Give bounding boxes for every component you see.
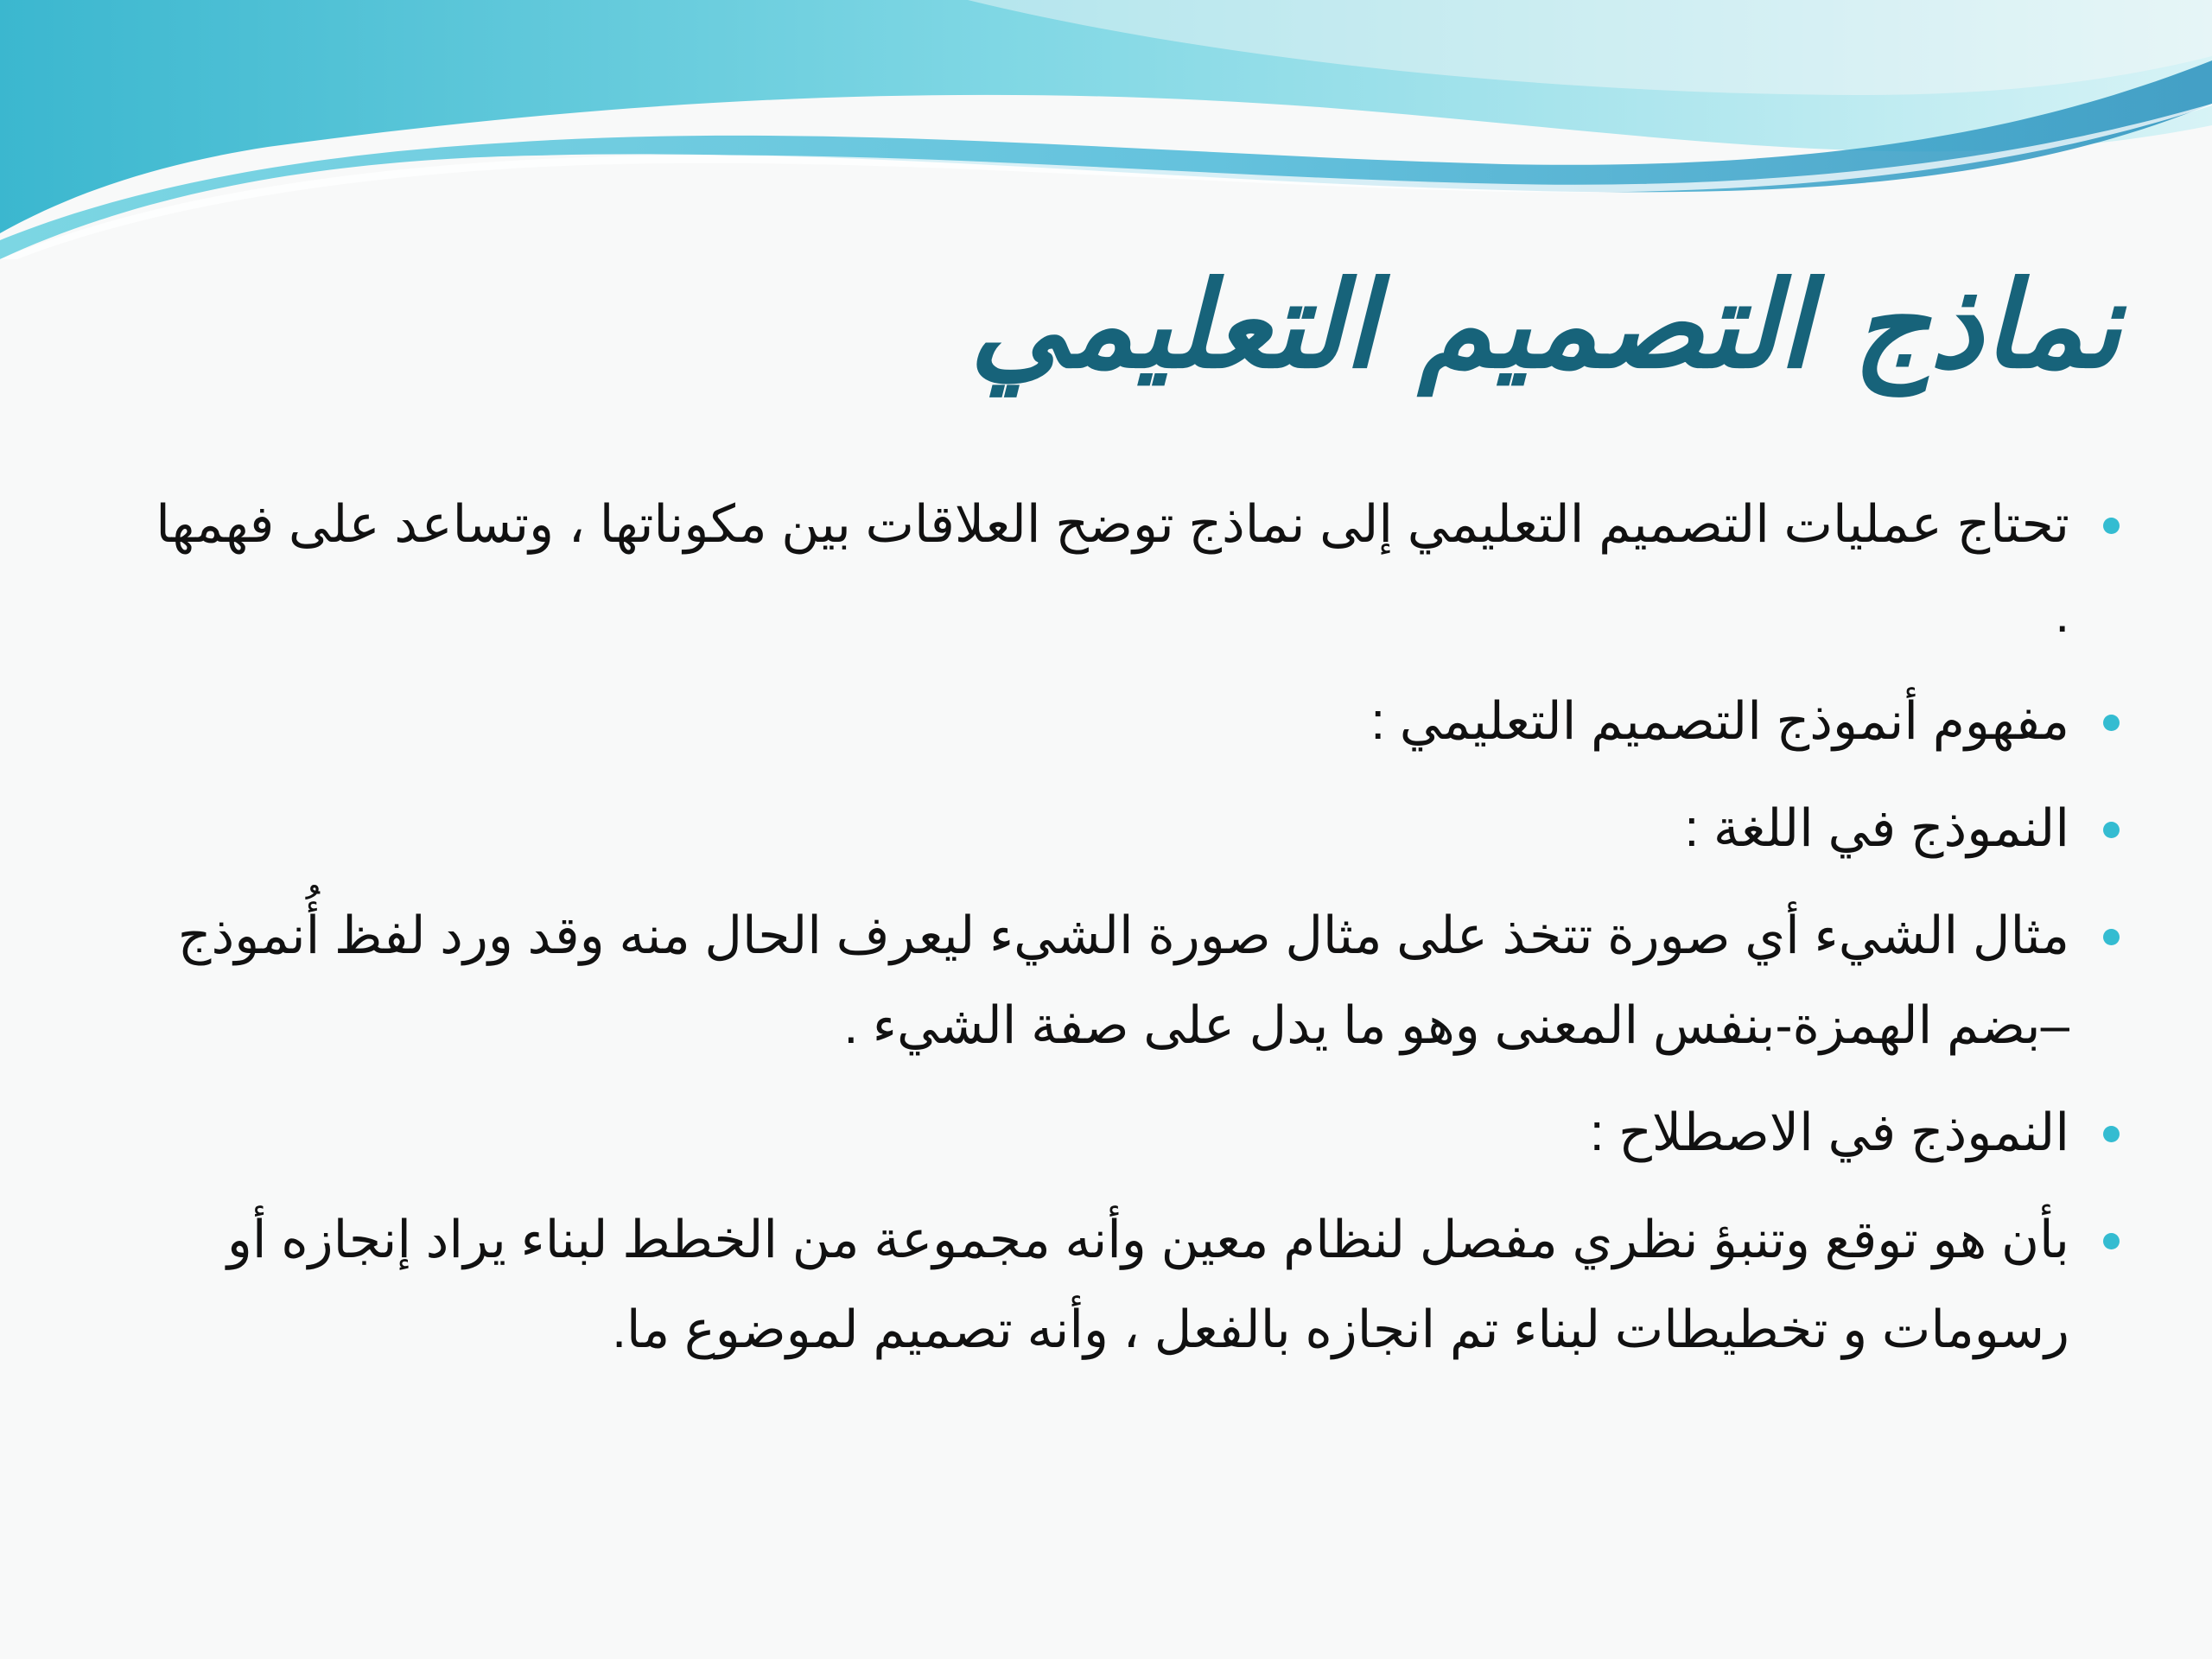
bullet-dot-icon (2103, 929, 2120, 945)
bullet-item (151, 677, 2069, 766)
bullet-text: تحتاج عمليات التصميم التعليمي إلى نماذج توضح العلاقات بين مكوناتها ، وتساعد على فهمها . (156, 495, 2069, 643)
slide-title: نماذج التصميم التعليمي (969, 254, 2121, 395)
bullet-item (151, 891, 2069, 1071)
bullet-text: النموذج في الاصطلاح : (1589, 1103, 2069, 1161)
bullet-dot-icon (2103, 1126, 2120, 1142)
bullet-text: مثال الشيء أي صورة تتخذ على مثال صورة الشيء ليعرف الحال منه وقد ورد لفظ أُنموذج –بضم الهمزة-بنفس المعنى وهو ما يدل على صفة الشيء . (177, 906, 2069, 1054)
bullet-dot-icon (2103, 822, 2120, 838)
bullet-dot-icon (2103, 518, 2120, 534)
bullet-item (151, 480, 2069, 659)
bullet-text: النموذج في اللغة : (1684, 799, 2069, 857)
bullet-list (151, 480, 2069, 1392)
bullet-item (151, 1088, 2069, 1178)
bullet-text: مفهوم أنموذج التصميم التعليمي : (1370, 692, 2069, 750)
header-wave-decoration (0, 0, 2212, 259)
bullet-item (151, 784, 2069, 874)
bullet-text: بأن هو توقع وتنبؤ نظري مفصل لنظام معين وأنه مجموعة من الخطط لبناء يراد إنجازه أو رسومات و تخطيطات لبناء تم انجازه بالفعل ، وأنه تصميم لموضوع ما. (226, 1211, 2069, 1358)
bullet-item (151, 1195, 2069, 1375)
bullet-dot-icon (2103, 1233, 2120, 1249)
bullet-dot-icon (2103, 715, 2120, 731)
